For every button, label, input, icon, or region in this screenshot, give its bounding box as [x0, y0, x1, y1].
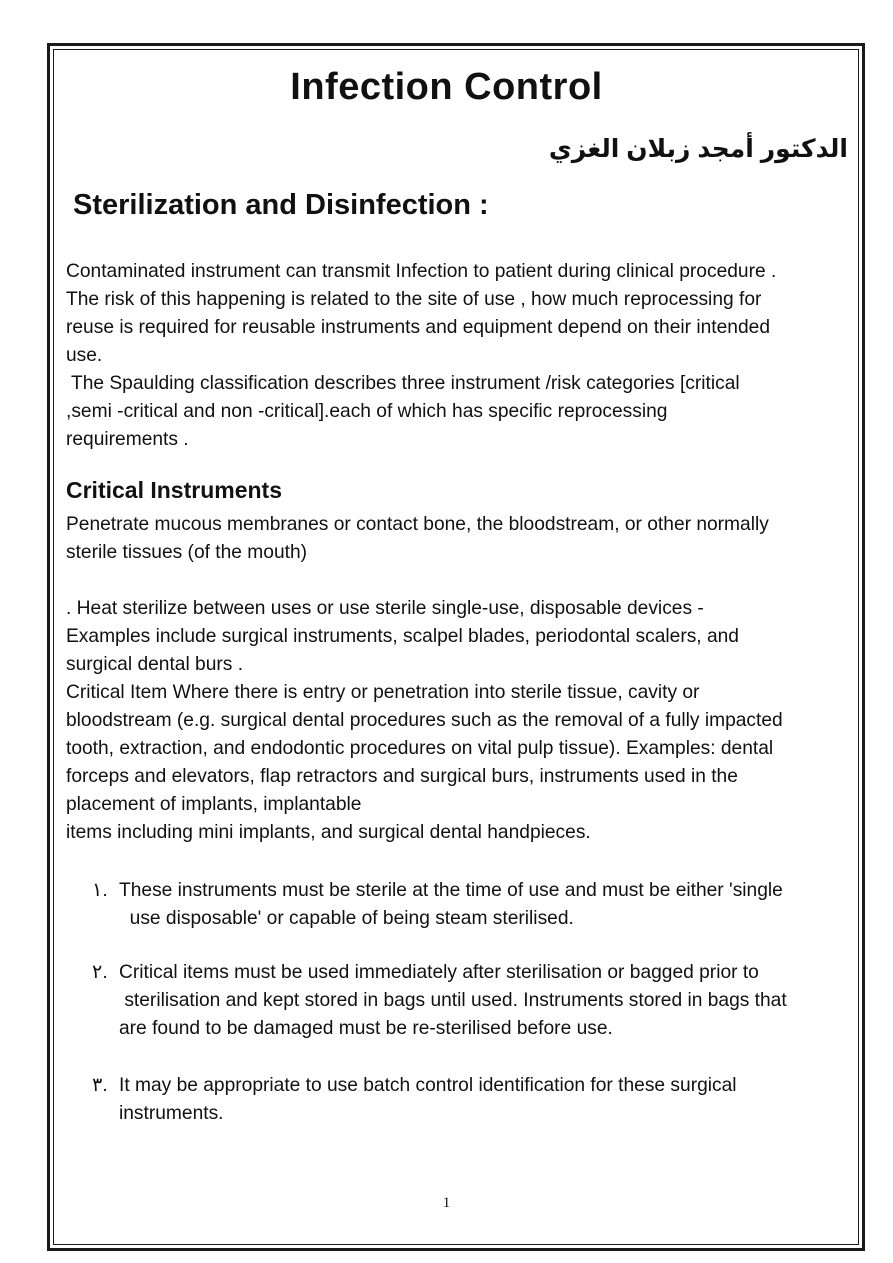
text-line: Contaminated instrument can transmit Infection to patient during clinical procedure .: [66, 261, 777, 282]
text-line: requirements .: [66, 429, 189, 450]
text-line: instruments.: [119, 1103, 224, 1124]
critical-details: [66, 595, 856, 847]
text-line: The risk of this happening is related to the site of use , how much reprocessing for: [66, 289, 762, 310]
critical-instruments-heading: Critical Instruments: [66, 477, 282, 503]
text-line: ,semi -critical and non -critical].each of which has specific reprocessing: [66, 401, 668, 422]
text-line: surgical dental burs .: [66, 654, 244, 675]
author-name: الدكتور أمجد زبلان الغزي: [548, 135, 848, 163]
text-line: . Heat sterilize between uses or use sterile single-use, disposable devices -: [66, 598, 704, 619]
list-item: [92, 959, 862, 1043]
text-line: These instruments must be sterile at the time of use and must be either 'single: [119, 880, 783, 901]
text-line: Penetrate mucous membranes or contact bone, the bloodstream, or other normally: [66, 514, 769, 535]
list-number: ٣.: [92, 1075, 108, 1096]
section-heading: Sterilization and Disinfection :: [73, 189, 489, 221]
text-line: items including mini implants, and surgical dental handpieces.: [66, 822, 591, 843]
text-line: The Spaulding classification describes three instrument /risk categories [critical: [66, 373, 740, 394]
text-line: use disposable' or capable of being steam sterilised.: [119, 908, 574, 929]
text-line: reuse is required for reusable instruments and equipment depend on their intended: [66, 317, 770, 338]
text-line: tooth, extraction, and endodontic procedures on vital pulp tissue). Examples: dental: [66, 738, 774, 759]
text-line: sterile tissues (of the mouth): [66, 542, 308, 563]
list-number: ٢.: [92, 962, 108, 983]
text-line: Critical Item Where there is entry or penetration into sterile tissue, cavity or: [66, 682, 700, 703]
text-line: Critical items must be used immediately after sterilisation or bagged prior to: [119, 962, 759, 983]
text-line: sterilisation and kept stored in bags until used. Instruments stored in bags that: [119, 990, 787, 1011]
text-line: are found to be damaged must be re-sterilised before use.: [119, 1018, 613, 1039]
text-line: Examples include surgical instruments, scalpel blades, periodontal scalers, and: [66, 626, 739, 647]
text-line: use.: [66, 345, 103, 366]
text-line: forceps and elevators, flap retractors and surgical burs, instruments used in the: [66, 766, 738, 787]
list-number: ١.: [92, 880, 108, 901]
list-item: [92, 1072, 862, 1128]
intro-paragraph: [66, 258, 856, 454]
text-line: It may be appropriate to use batch control identification for these surgical: [119, 1075, 737, 1096]
document-title: Infection Control: [290, 66, 603, 108]
page-number: 1: [442, 1195, 451, 1211]
text-line: placement of implants, implantable: [66, 794, 362, 815]
critical-definition: [66, 511, 856, 567]
list-item: [92, 877, 862, 933]
text-line: bloodstream (e.g. surgical dental procedures such as the removal of a fully impacted: [66, 710, 783, 731]
